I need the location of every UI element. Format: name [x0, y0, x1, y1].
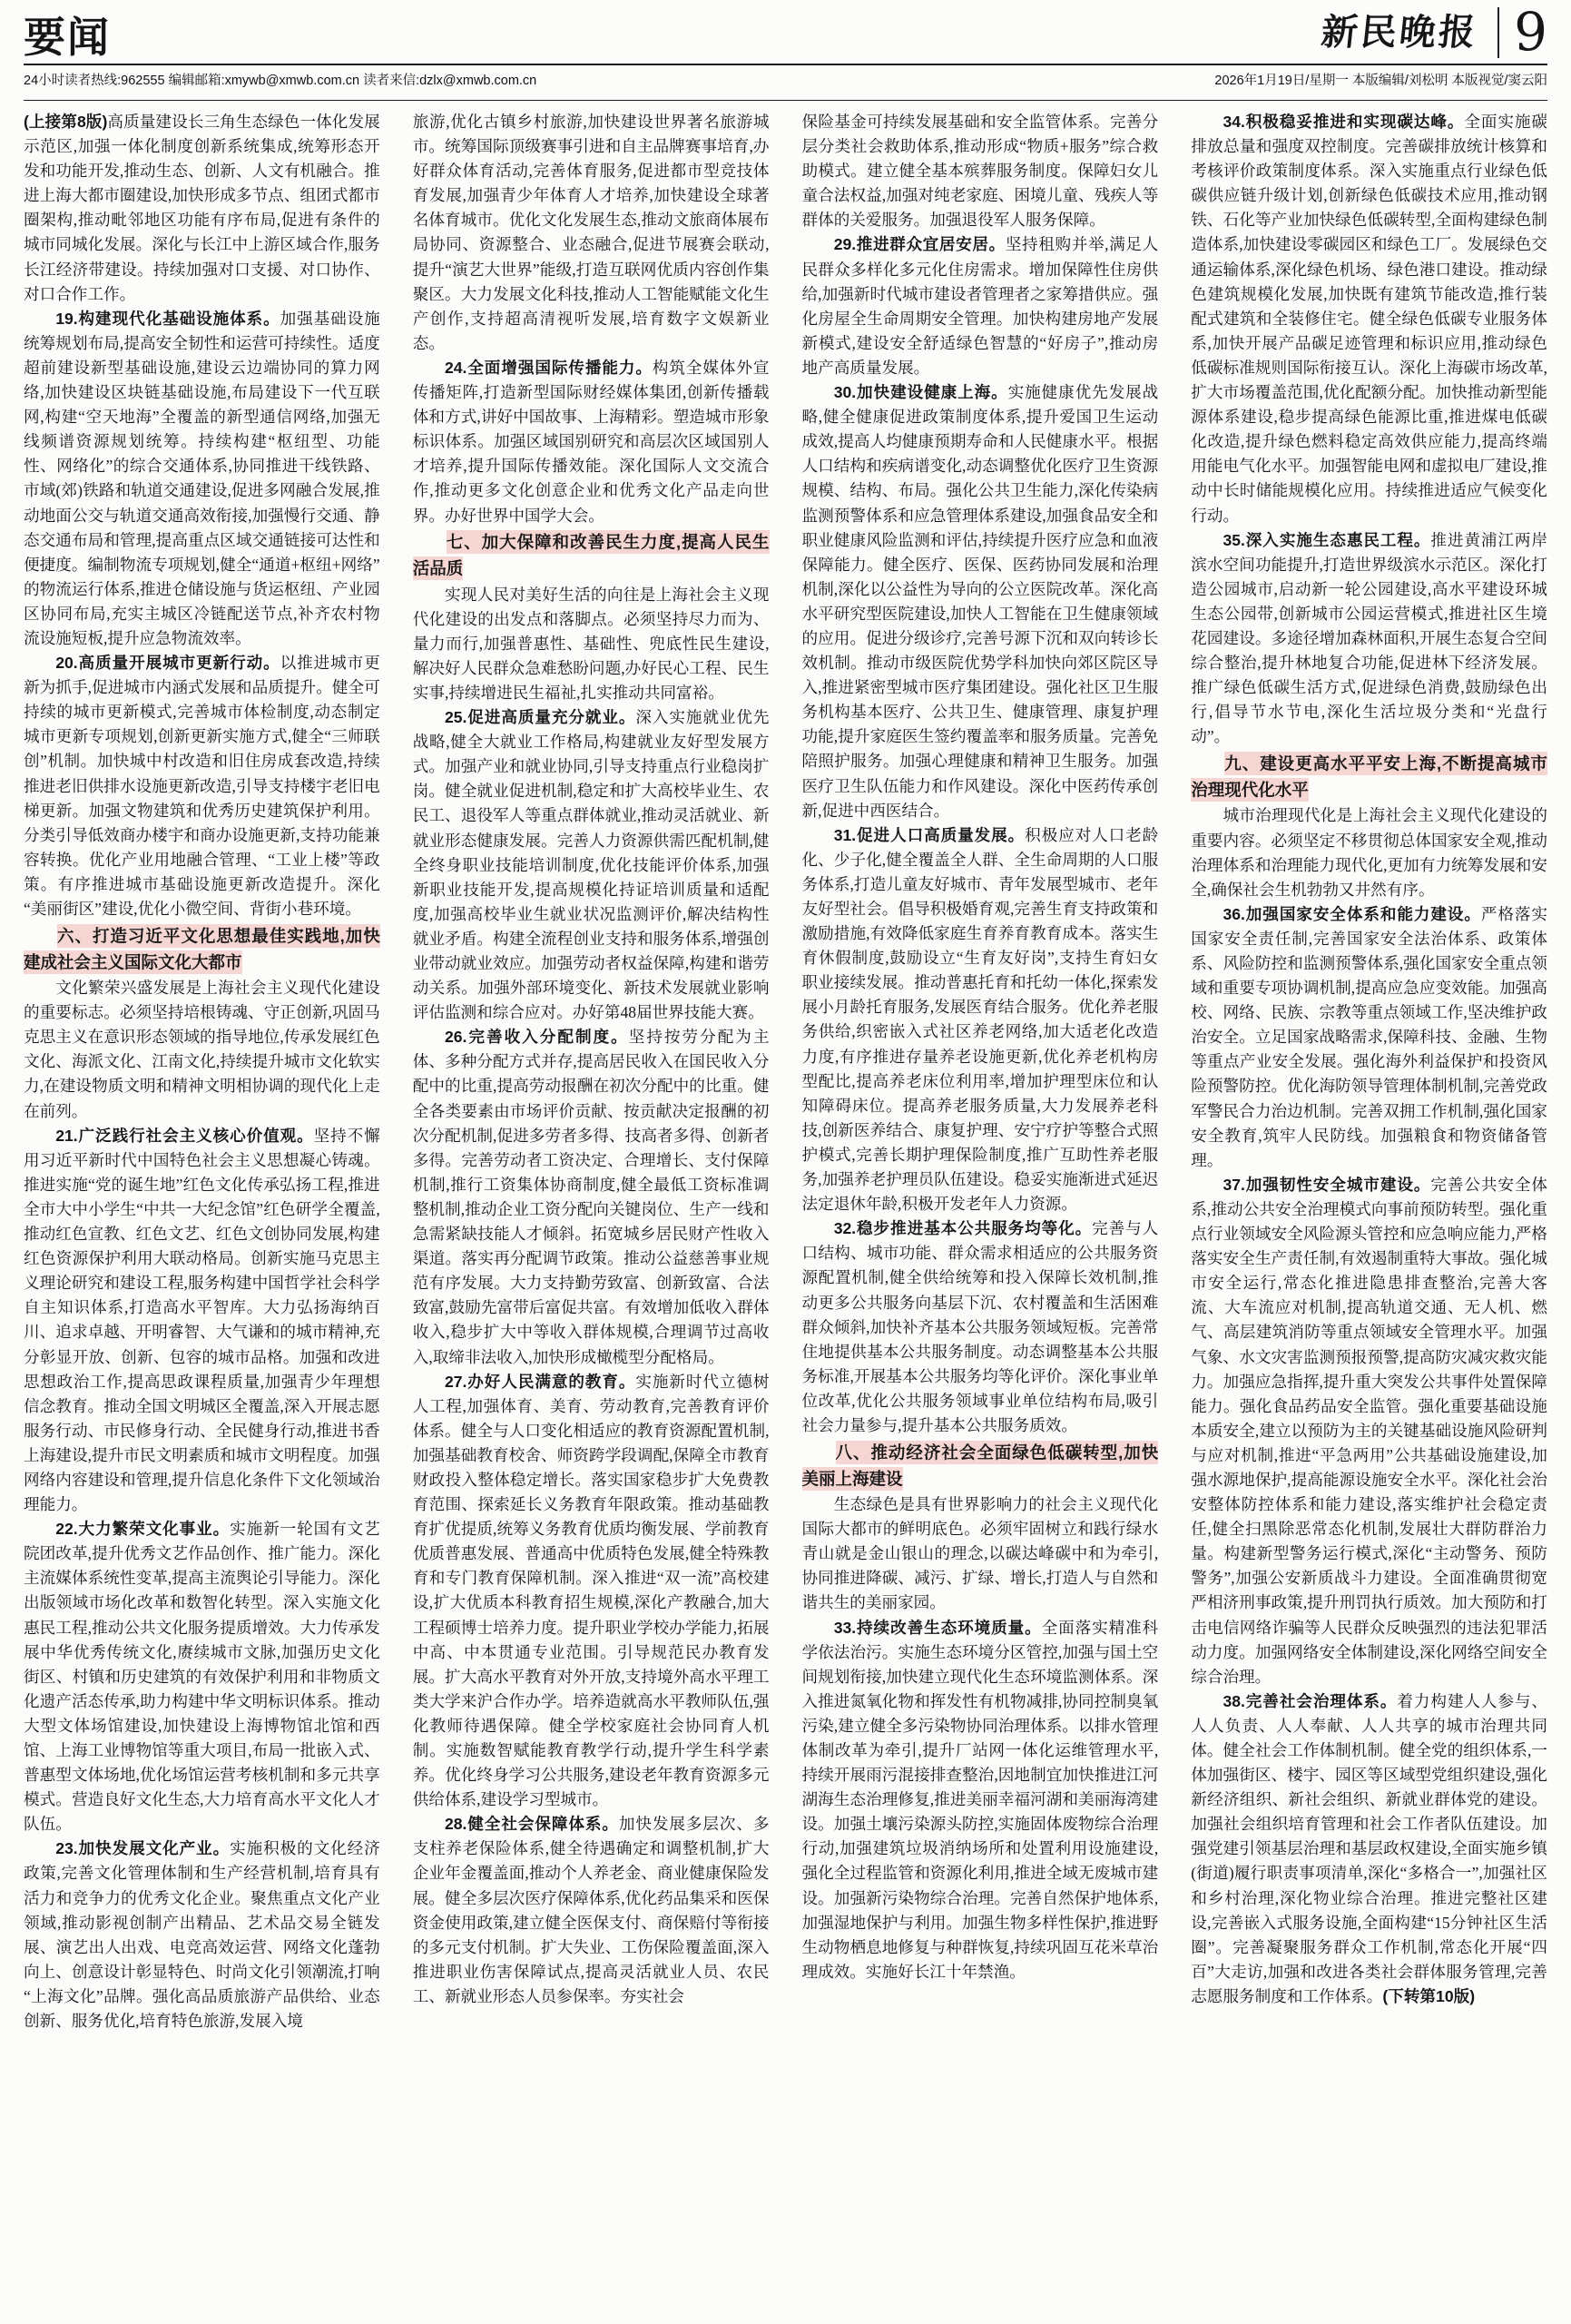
- reader-hotline-info: 24小时读者热线:962555 编辑邮箱:xmywb@xmwb.com.cn 读者来信:dzlx@xmwb.com.cn: [24, 74, 537, 88]
- masthead-block: [1319, 1, 1547, 64]
- section-heading-highlight: 六、打造习近平文化思想最佳实践地,加快建成社会主义国际文化大都市: [24, 924, 380, 974]
- item-lead: 28.健全社会保障体系。: [444, 1815, 619, 1834]
- numbered-item-paragraph: 20.高质量开展城市更新行动。以推进城市更新为抓手,促进城市内涵式发展和品质提升。健全可持续的城市更新模式,完善城市体检制度,动态制定城市更新专项规划,创新更新实施方式,健全“三师联创”机制。加快城中村改造和旧住房成套改造,持续推进老旧供排水设施更新改造,引导支持楼宇老旧电梯更新。加强文物建筑和优秀历史建筑保护利用。分类引导低效商办楼宇和商办设施更新,支持功能兼容转换。优化产业用地融合管理、“工业上楼”等政策。有序推进城市基础设施更新改造提升。深化“美丽街区”建设,优化小微空间、背街小巷环境。: [24, 654, 380, 918]
- numbered-item-paragraph: 27.办好人民满意的教育。实施新时代立德树人工程,加强体育、美育、劳动教育,完善教育评价体系。健全与人口变化相适应的教育资源配置机制,加强基础教育校舍、师资跨学段调配,保障全市教育财政投入整体稳定增长。落实国家稳步扩大免费教育范围、探索延长义务教育年限政策。推动基础教育扩优提质,统筹义务教育优质均衡发展、学前教育优质普惠发展、普通高中优质特色发展,健全特殊教育和专门教育保障机制。深入推进“双一流”高校建设,扩大优质本科教育招生规模,深化产教融合,加大工程硕博士培养力度。提升职业学校办学能力,拓展中高、中本贯通专业范围。引导规范民办教育发展。扩大高水平教育对外开放,支持境外高水平理工类大学来沪合作办学。培养造就高水平教师队伍,强化教师待遇保障。健全学校家庭社会协同育人机制。实施数智赋能教育教学行动,提升学生科学素养。优化终身学习公共服务,建设老年教育资源多元供给体系,建设学习型城市。: [412, 1372, 770, 1809]
- item-lead: 31.促进人口高质量发展。: [833, 825, 1026, 844]
- numbered-item-paragraph: 34.积极稳妥推进和实现碳达峰。全面实施碳排放总量和强度双控制度。完善碳排放统计核算和考核评价政策制度体系。深入实施重点行业绿色低碳供应链升级计划,创新绿色低碳技术应用,推动钢铁、石化等产业加快绿色低碳转型,全面构建绿色制造体系,加快建设零碳园区和绿色工厂。发展绿色交通运输体系,深化绿色机场、绿色港口建设。推动绿色建筑规模化发展,加快既有建筑节能改造,推行装配式建筑和全装修住宅。健全绿色低碳专业服务体系,加快开展产品碳足迹管理和标识应用,推动绿色低碳标准规则国际衔接互认。深化上海碳市场改革,扩大市场覆盖范围,优化配额分配。加快推动新型能源体系建设,稳步提高绿色能源比重,推进煤电低碳化改造,提升绿色燃料稳定高效供应能力,提高终端用能电气化水平。加强智能电网和虚拟电厂建设,推动中长时储能规模化应用。持续推进适应气候变化行动。: [1191, 113, 1547, 525]
- continued-to-note: (下转第10版): [1382, 1986, 1476, 2005]
- item-lead: 38.完善社会治理体系。: [1222, 1691, 1398, 1710]
- continuation-paragraph: 保险基金可持续发展基础和安全监管体系。完善分层分类社会救助体系,推动形成“物质+服务”综合救助模式。建立健全基本殡葬服务制度。保障妇女儿童合法权益,加强对纯老家庭、困境儿童、残疾人等群体的关爱服务。加强退役军人服务保障。: [801, 113, 1159, 230]
- numbered-item-paragraph: 21.广泛践行社会主义核心价值观。坚持不懈用习近平新时代中国特色社会主义思想凝心铸魂。推进实施“党的诞生地”红色文化传承弘扬工程,推进全市大中小学生“中共一大纪念馆”红色研学全覆盖,推动红色宣教、红色文艺、红色文创协同发展,构建红色资源保护利用大联动格局。创新实施马克思主义理论研究和建设工程,服务构建中国哲学社会科学自主知识体系,打造高水平智库。大力弘扬海纳百川、追求卓越、开明睿智、大气谦和的城市精神,充分彰显开放、创新、包容的城市品格。加强和改进思想政治工作,提高思政课程质量,加强青少年理想信念教育。推动全国文明城区全覆盖,深入开展志愿服务行动、市民修身行动、全民健身行动,推进书香上海建设,提升市民文明素质和城市文明程度。加强网络内容建设和管理,提升信息化条件下文化领域治理能力。: [24, 1126, 380, 1514]
- numbered-item-paragraph: 19.构建现代化基础设施体系。加强基础设施统筹规划布局,提高安全韧性和运营可持续性。适度超前建设新型基础设施,建设云边端协同的算力网络,加快建设区块链基础设施,布局建设下一代互联网,构建“空天地海”全覆盖的新型通信网络,加强无线频谱资源规划统筹。持续构建“枢纽型、功能性、网络化”的综合交通体系,协同推进干线铁路、市域(郊)铁路和轨道交通建设,促进多网融合发展,推动地面公交与轨道交通高效衔接,加强慢行交通、静态交通布局和管理,提高重点区域交通链接可达性和便捷度。编制物流专项规划,健全“通道+枢纽+网络”的物流运行体系,推进仓储设施与货运枢纽、产业园区协同布局,充实主城区冷链配送节点,补齐农村物流设施短板,提升应急物流效率。: [24, 309, 380, 647]
- news-column-3: [802, 110, 1159, 2318]
- item-lead: 30.加快建设健康上海。: [833, 383, 1008, 402]
- page-header: [24, 0, 1547, 64]
- numbered-item-paragraph: 26.完善收入分配制度。坚持按劳分配为主体、多种分配方式并存,提高居民收入在国民收入分配中的比重,提高劳动报酬在初次分配中的比重。健全各类要素由市场评价贡献、按贡献决定报酬的初次分配机制,促进多劳者多得、技高者多得、创新者多得。完善劳动者工资决定、合理增长、支付保障机制,推行工资集体协商制度,健全最低工资标准调整机制,推动企业工资分配向关键岗位、生产一线和急需紧缺技能人才倾斜。拓宽城乡居民财产性收入渠道。落实再分配调节政策。推动公益慈善事业规范有序发展。大力支持勤劳致富、创新致富、合法致富,鼓励先富带后富促共富。有效增加低收入群体收入,稳步扩大中等收入群体规模,合理调节过高收入,取缔非法收入,加快形成橄榄型分配格局。: [412, 1028, 770, 1366]
- item-lead: 33.持续改善生态环境质量。: [833, 1618, 1042, 1637]
- numbered-item-paragraph: 38.完善社会治理体系。着力构建人人参与、人人负责、人人奉献、人人共享的城市治理共同体。健全社会工作体制机制。健全党的组织体系,一体加强街区、楼宇、园区等区域型党组织建设,强化新经济组织、新社会组织、新就业群体党的建设。加强社会组织培育管理和社会工作者队伍建设。加强党建引领基层治理和基层政权建设,全面实施乡镇(街道)履行职责事项清单,深化“多格合一”,加强社区和乡村治理,深化物业综合治理。推进完整社区建设,完善嵌入式服务设施,全面构建“15分钟社区生活圈”。完善凝聚服务群众工作机制,常态化开展“四百”大走访,加强和改进各类社会群体服务管理,完善志愿服务制度和工作体系。(下转第10版): [1191, 1691, 1547, 2005]
- continuation-paragraph: 旅游,优化古镇乡村旅游,加快建设世界著名旅游城市。统筹国际顶级赛事引进和自主品牌赛事培育,办好群众体育活动,完善体育服务,促进都市型竞技体育发展,加强青少年体育人才培养,加快建设全球著名体育城市。优化文化发展生态,推动文旅商体展布局协同、资源整合、业态融合,促进节展赛会联动,提升“演艺大世界”能级,打造互联网优质内容创作集聚区。大力发展文化科技,推动人工智能赋能文化生产创作,支持超高清视听发展,培育数字文娱新业态。: [412, 113, 770, 352]
- numbered-item-paragraph: 30.加快建设健康上海。实施健康优先发展战略,健全健康促进政策制度体系,提升爱国卫生运动成效,提高人均健康预期寿命和人民健康水平。根据人口结构和疾病谱变化,动态调整优化医疗卫生资源规模、结构、布局。强化公共卫生能力,深化传染病监测预警体系和应急管理体系建设,加强食品安全和职业健康风险监测和评估,持续提升医疗应急和血液保障能力。健全医疗、医保、医药协同发展和治理机制,深化以公益性为导向的公立医院改革。深化高水平研究型医院建设,加快人工智能在卫生健康领域的应用。促进分级诊疗,完善号源下沉和双向转诊长效机制。推动市级医院优势学科加快向郊区院区导入,推进紧密型城市医疗集团建设。强化社区卫生服务机构基本医疗、公共卫生、健康管理、康复护理功能,提升家庭医生签约覆盖率和服务质量。完善免陪照护服务。加强心理健康和精神卫生服务。加强医疗卫生队伍能力和作风建设。深化中医药传承创新,促进中西医结合。: [801, 383, 1159, 820]
- continued-from-note: (上接第8版): [24, 113, 108, 131]
- numbered-item-paragraph: 25.促进高质量充分就业。深入实施就业优先战略,健全大就业工作格局,构建就业友好型发展方式。加强产业和就业协同,引导支持重点行业稳岗扩岗。健全就业促进机制,稳定和扩大高校毕业生、农民工、退役军人等重点群体就业,推动灵活就业、新就业形态健康发展。完善人力资源供需匹配机制,健全终身职业技能培训制度,优化技能评价体系,加强新职业技能开发,提高规模化持证培训质量和适配度,加强高校毕业生就业状况监测评价,解决结构性就业矛盾。构建全流程创业支持和服务体系,增强创业带动就业效应。加强劳动者权益保障,构建和谐劳动关系。加强外部环境变化、新技术发展就业影响评估监测和综合应对。办好第48届世界技能大赛。: [412, 708, 770, 1022]
- news-column-1: [24, 110, 380, 2318]
- item-lead: 37.加强韧性安全城市建设。: [1222, 1175, 1431, 1194]
- news-column-2: [413, 110, 770, 2318]
- chapter-intro-paragraph: 文化繁荣兴盛发展是上海社会主义现代化建设的重要标志。必须坚持培根铸魂、守正创新,巩固马克思主义在意识形态领域的指导地位,传承发展红色文化、海派文化、江南文化,持续提升城市文化软实力,在建设物质文明和精神文明相协调的现代化上走在前列。: [24, 979, 380, 1120]
- news-column-4: [1191, 110, 1547, 2318]
- item-lead: 35.深入实施生态惠民工程。: [1222, 530, 1431, 549]
- numbered-item-paragraph: 37.加强韧性安全城市建设。完善公共安全体系,推动公共安全治理模式向事前预防转型。强化重点行业领域安全风险源头管控和应急响应能力,严格落实安全生产责任制,有效遏制重特大事故。强化城市安全运行,常态化推进隐患排查整治,完善大客流、大车流应对机制,提高轨道交通、无人机、燃气、高层建筑消防等重点领域安全管理水平。加强气象、水文灾害监测预报预警,提高防灾减灾救灾能力。加强应急指挥,提升重大突发公共事件处置保障能力。强化食品药品安全监管。强化重要基础设施本质安全,建立以预防为主的关键基础设施风险研判与应对机制,推进“平急两用”公共基础设施建设,加强水源地保护,提高能源设施安全水平。深化社会治安整体防控体系和能力建设,落实维护社会稳定责任,健全扫黑除恶常态化机制,发展壮大群防群治力量。构建新型警务运行模式,深化“主动警务、预防警务”,加强公安新质战斗力建设。全面准确贯彻宽严相济刑事政策,提升刑罚执行质效。加大预防和打击电信网络诈骗等人民群众反映强烈的违法犯罪活动力度。加强网络安全体制建设,深化网络空间安全综合治理。: [1191, 1175, 1547, 1686]
- item-lead: 22.大力繁荣文化事业。: [55, 1520, 231, 1539]
- numbered-item-paragraph: 22.大力繁荣文化事业。实施新一轮国有文艺院团改革,提升优秀文艺作品创作、推广能力。深化主流媒体系统性变革,提高主流舆论引导能力。深化出版领域市场化改革和数智化转型。深入实施文化惠民工程,推动公共文化服务提质增效。大力传承发展中华优秀传统文化,赓续城市文脉,加强历史文化街区、村镇和历史建筑的有效保护利用和非物质文化遗产活态传承,助力构建中华文明标识体系。推动大型文体场馆建设,加快建设上海博物馆北馆和西馆、上海工业博物馆等重大项目,布局一批嵌入式、普惠型文体场地,优化场馆运营考核机制和多元共享模式。营造良好文化生态,大力培育高水平文化人才队伍。: [24, 1520, 380, 1834]
- section-heading-highlight: 八、推动经济社会全面绿色低碳转型,加快美丽上海建设: [802, 1441, 1159, 1491]
- date-editor-info: 2026年1月19日/星期一 本版编辑/刘松明 本版视觉/窦云阳: [1214, 74, 1547, 88]
- numbered-item-paragraph: 24.全面增强国际传播能力。构筑全媒体外宣传播矩阵,打造新型国际财经媒体集团,创新传播载体和方式,讲好中国故事、上海精彩。塑造城市形象标识体系。加强区域国别研究和高层次区域国别人才培养,提升国际传播效能。深化国际人文交流合作,推动更多文化创意企业和优秀文化产品走向世界。办好世界中国学大会。: [412, 358, 770, 525]
- item-lead: 34.积极稳妥推进和实现碳达峰。: [1222, 113, 1465, 131]
- chapter-intro-paragraph: 城市治理现代化是上海社会主义现代化建设的重要内容。必须坚定不移贯彻总体国家安全观,推动治理体系和治理能力现代化,更加有力统筹发展和安全,确保社会生机勃勃又井然有序。: [1191, 806, 1547, 899]
- chapter-intro-paragraph: 实现人民对美好生活的向往是上海社会主义现代化建设的出发点和落脚点。必须坚持尽力而为、量力而行,加强普惠性、基础性、兜底性民生建设,解决好人民群众急难愁盼问题,办好民心工程、民生实事,持续增进民生福祉,扎实推动共同富裕。: [412, 585, 770, 702]
- continued-paragraph: (上接第8版)高质量建设长三角生态绿色一体化发展示范区,加强一体化制度创新系统集成,统筹形态开发和功能开发,推动生态、创新、人文有机融合。推进上海大都市圈建设,加快形成多节点、组团式都市圈架构,推动毗邻地区功能有序布局,促进有条件的城市同城化发展。深化与长江中上游区域合作,服务长江经济带建设。持续加强对口支援、对口协作、对口合作工作。: [24, 113, 380, 303]
- numbered-item-paragraph: 35.深入实施生态惠民工程。推进黄浦江两岸滨水空间功能提升,打造世界级滨水示范区。深化打造公园城市,启动新一轮公园建设,高水平建设环城生态公园带,创新城市公园运营模式,推进社区生境花园建设。多途径增加森林面积,开展生态复合空间综合整治,提升林地复合功能,促进林下经济发展。推广绿色低碳生活方式,促进绿色消费,鼓励绿色出行,倡导节水节电,深化生活垃圾分类和“光盘行动”。: [1191, 530, 1547, 746]
- item-lead: 19.构建现代化基础设施体系。: [55, 309, 280, 328]
- section-heading-highlight: 九、建设更高水平平安上海,不断提高城市治理现代化水平: [1191, 752, 1547, 802]
- item-lead: 24.全面增强国际传播能力。: [444, 358, 653, 377]
- info-row: [24, 65, 1547, 94]
- numbered-item-paragraph: 31.促进人口高质量发展。积极应对人口老龄化、少子化,健全覆盖全人群、全生命周期的人口服务体系,打造儿童友好城市、青年发展型城市、老年友好型社会。倡导积极婚育观,完善生育支持政策和激励措施,有效降低家庭生育养育教育成本。落实生育休假制度,鼓励设立“生育友好岗”,支持生育妇女职业接续发展。推动普惠托育和托幼一体化,探索发展小月龄托育服务,发展医育结合服务。优化养老服务供给,织密嵌入式社区养老网络,加大适老化改造力度,有序推进存量养老设施更新,优化养老机构房型配比,提高养老床位利用率,增加护理型床位和认知障碍床位。提高养老服务质量,大力发展养老科技,创新医养结合、康复护理、安宁疗护等整合式照护模式,完善长期护理保险制度,推广互助性养老服务,加强养老护理员队伍建设。稳妥实施渐进式延迟法定退休年龄,积极开发老年人力资源。: [801, 825, 1159, 1214]
- masthead: 新民晚报: [1319, 11, 1480, 54]
- item-lead: 25.促进高质量充分就业。: [444, 708, 636, 727]
- chapter-intro-paragraph: 生态绿色是具有世界影响力的社会主义现代化国际大都市的鲜明底色。必须牢固树立和践行绿水青山就是金山银山的理念,以碳达峰碳中和为牵引,协同推进降碳、减污、扩绿、增长,打造人与自然和谐共生的美丽家园。: [801, 1495, 1159, 1612]
- page-title: 要闻: [24, 14, 111, 61]
- article-columns: [24, 101, 1547, 2318]
- section-heading-highlight: 七、加大保障和改善民生力度,提高人民生活品质: [413, 530, 770, 580]
- numbered-item-paragraph: 33.持续改善生态环境质量。全面落实精准科学依法治污。实施生态环境分区管控,加强与国土空间规划衔接,加快建立现代化生态环境监测体系。深入推进氮氧化物和挥发性有机物减排,协同控制臭氧污染,建立健全多污染物协同治理体系。以排水管理体制改革为牵引,提升厂站网一体化运维管理水平,持续开展雨污混接排查整治,因地制宜加快推进江河湖海生态治理修复,推进美丽幸福河湖和美丽海湾建设。加强土壤污染源头防控,实施固体废物综合治理行动,加强建筑垃圾消纳场所和处置利用设施建设,强化全过程监管和资源化利用,推进全域无废城市建设。加强新污染物综合治理。完善自然保护地体系,加强湿地保护与利用。加强生物多样性保护,推进野生动物栖息地修复与种群恢复,持续巩固互花米草治理成效。实施好长江十年禁渔。: [801, 1618, 1159, 1981]
- numbered-item-paragraph: 23.加快发展文化产业。实施积极的文化经济政策,完善文化管理体制和生产经营机制,培育具有活力和竞争力的优秀文化企业。聚焦重点文化产业领域,推动影视创制产出精品、艺术品交易全链发展、演艺出人出戏、电竞高效运营、网络文化蓬勃向上、创意设计彰显特色、时尚文化引领潮流,打响“上海文化”品牌。强化高品质旅游产品供给、业态创新、服务优化,培育特色旅游,发展入境: [24, 1839, 380, 2031]
- numbered-item-paragraph: 29.推进群众宜居安居。坚持租购并举,满足人民群众多样化多元化住房需求。增加保障性住房供给,加强新时代城市建设者管理者之家筹措供应。强化房屋全生命周期安全管理。加快构建房地产发展新模式,建设安全舒适绿色智慧的“好房子”,推动房地产高质量发展。: [801, 235, 1159, 377]
- section-heading: [24, 922, 380, 975]
- section-heading: [802, 1439, 1159, 1492]
- item-lead: 32.稳步推进基本公共服务均等化。: [833, 1219, 1093, 1238]
- page-number: 9: [1514, 1, 1547, 64]
- numbered-item-paragraph: 36.加强国家安全体系和能力建设。严格落实国家安全责任制,完善国家安全法治体系、政策体系、风险防控和监测预警体系,强化国家安全重点领域和重要专项协调机制,提高应急应变效能。加强高校、网络、民族、宗教等重点领域工作,坚决维护政治安全。立足国家战略需求,保障科技、金融、生物等重点产业安全发展。强化海外利益保护和投资风险预警防控。优化海防领导管理体制机制,完善党政军警民合力治边机制。完善双拥工作机制,强化国家安全教育,筑牢人民防线。加强粮食和物资储备管理。: [1191, 904, 1547, 1169]
- item-lead: 27.办好人民满意的教育。: [444, 1372, 636, 1391]
- section-heading: [413, 529, 770, 582]
- item-lead: 26.完善收入分配制度。: [444, 1028, 629, 1047]
- item-lead: 36.加强国家安全体系和能力建设。: [1222, 904, 1481, 923]
- item-lead: 20.高质量开展城市更新行动。: [55, 654, 280, 673]
- numbered-item-paragraph: 28.健全社会保障体系。加快发展多层次、多支柱养老保险体系,健全待遇确定和调整机制,扩大企业年金覆盖面,推动个人养老金、商业健康保险发展。健全多层次医疗保障体系,优化药品集采和医保资金使用政策,建立健全医保支付、商保赔付等衔接的多元支付机制。扩大失业、工伤保险覆盖面,深入推进职业伤害保障试点,提高灵活就业人员、农民工、新就业形态人员参保率。夯实社会: [412, 1815, 770, 2005]
- numbered-item-paragraph: 32.稳步推进基本公共服务均等化。完善与人口结构、城市功能、群众需求相适应的公共服务资源配置机制,健全供给统筹和投入保障长效机制,推动更多公共服务向基层下沉、农村覆盖和生活困难群众倾斜,加快补齐基本公共服务领域短板。完善常住地提供基本公共服务制度。动态调整基本公共服务标准,开展基本公共服务均等化评价。深化事业单位改革,优化公共服务领域事业单位结构布局,吸引社会力量参与,提升基本公共服务质效。: [801, 1219, 1159, 1434]
- item-lead: 29.推进群众宜居安居。: [833, 235, 1006, 254]
- item-lead: 23.加快发展文化产业。: [55, 1839, 231, 1858]
- page-number-divider: [1497, 7, 1499, 58]
- section-heading: [1191, 750, 1547, 803]
- item-lead: 21.广泛践行社会主义核心价值观。: [55, 1126, 314, 1145]
